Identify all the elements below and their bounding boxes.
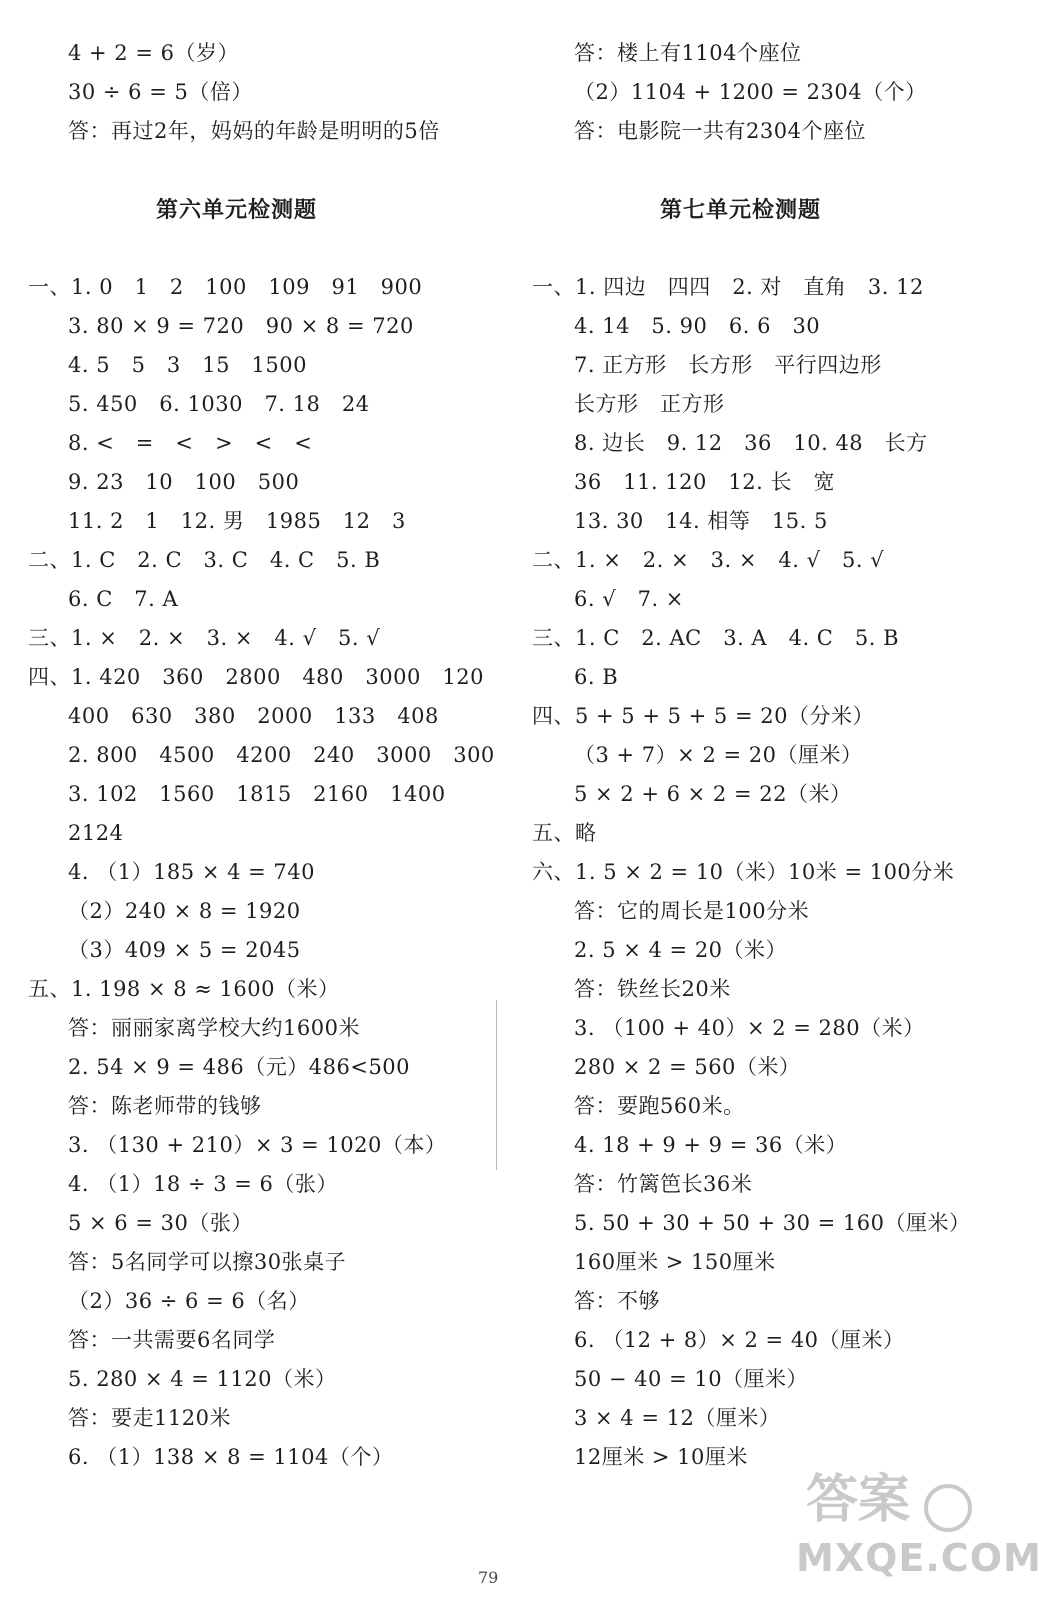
site-watermark-logo <box>796 1470 1042 1590</box>
answer-line: （2）240 × 8 = 1920 <box>68 899 301 923</box>
answer-line: 答：竹篱笆长36米 <box>574 1172 753 1196</box>
answer-line: 2. 54 × 9 = 486（元）486<500 <box>68 1055 411 1079</box>
answer-line: 答：要走1120米 <box>68 1406 231 1430</box>
unit-seven-title: 第七单元检测题 <box>660 198 822 223</box>
answer-line: 280 × 2 = 560（米） <box>574 1055 801 1079</box>
answer-line: 5 × 2 + 6 × 2 = 22（米） <box>574 782 852 806</box>
answer-line: （2）36 ÷ 6 = 6（名） <box>68 1289 310 1313</box>
answer-line: 答：5名同学可以擦30张桌子 <box>68 1250 347 1274</box>
answer-line: 一、1. 四边 四四 2. 对 直角 3. 12 <box>532 275 924 299</box>
answer-line: 4. 18 + 9 + 9 = 36（米） <box>574 1133 848 1157</box>
answer-line: 答：它的周长是100分米 <box>574 899 810 923</box>
answer-line: （3）409 × 5 = 2045 <box>68 938 301 962</box>
answer-line: 6. B <box>574 665 619 689</box>
watermark-bottom-text: MXQE.COM <box>796 1536 1042 1580</box>
answer-line: 50 − 40 = 10（厘米） <box>574 1367 809 1391</box>
answer-line: 答：陈老师带的钱够 <box>68 1094 262 1118</box>
answer-line: 36 11. 120 12. 长 宽 <box>574 470 835 494</box>
answer-line: 160厘米 > 150厘米 <box>574 1250 776 1274</box>
left-top-line: 4 + 2 = 6（岁） <box>68 41 239 65</box>
answer-line: 12厘米 > 10厘米 <box>574 1445 748 1469</box>
answer-line: 5. 280 × 4 = 1120（米） <box>68 1367 337 1391</box>
right-top-line: 答：楼上有1104个座位 <box>574 41 802 65</box>
answer-line: 11. 2 1 12. 男 1985 12 3 <box>68 509 406 533</box>
left-top-line: 30 ÷ 6 = 5（倍） <box>68 80 253 104</box>
answer-line: 6. （1）138 × 8 = 1104（个） <box>68 1445 394 1469</box>
answer-line: 4. （1）18 ÷ 3 = 6（张） <box>68 1172 338 1196</box>
answer-line: 3. （100 + 40）× 2 = 280（米） <box>574 1016 925 1040</box>
answer-line: 一、1. 0 1 2 100 109 91 900 <box>28 275 423 299</box>
left-top-line: 答：再过2年，妈妈的年龄是明明的5倍 <box>68 119 440 143</box>
right-top-line: 答：电影院一共有2304个座位 <box>574 119 866 143</box>
page-number: 79 <box>478 1568 499 1587</box>
answer-line: 8. < = < > < < <box>68 431 313 455</box>
right-top-line: （2）1104 + 1200 = 2304（个） <box>574 80 927 104</box>
column-divider <box>496 1000 497 1170</box>
answer-line: 3. （130 + 210）× 3 = 1020（本） <box>68 1133 447 1157</box>
answer-line: 答：要跑560米。 <box>574 1094 745 1118</box>
answer-line: 答：一共需要6名同学 <box>68 1328 276 1352</box>
answer-line: 3 × 4 = 12（厘米） <box>574 1406 781 1430</box>
answer-line: 7. 正方形 长方形 平行四边形 <box>574 353 882 377</box>
answer-line: 4. 5 5 3 15 1500 <box>68 353 307 377</box>
answer-line: 5. 50 + 30 + 50 + 30 = 160（厘米） <box>574 1211 971 1235</box>
watermark-seal-icon <box>924 1484 972 1532</box>
answer-line: 三、1. × 2. × 3. × 4. √ 5. √ <box>28 626 381 650</box>
answer-line: 答：丽丽家离学校大约1600米 <box>68 1016 360 1040</box>
unit-six-title: 第六单元检测题 <box>156 198 318 223</box>
answer-line: 2124 <box>68 821 124 845</box>
answer-line: （3 + 7）× 2 = 20（厘米） <box>574 743 863 767</box>
answer-line: 6. √ 7. × <box>574 587 684 611</box>
answer-line: 五、1. 198 × 8 ≈ 1600（米） <box>28 977 340 1001</box>
answer-line: 二、1. × 2. × 3. × 4. √ 5. √ <box>532 548 885 572</box>
answer-line: 5 × 6 = 30（张） <box>68 1211 253 1235</box>
answer-line: 五、略 <box>532 821 597 845</box>
answer-line: 5. 450 6. 1030 7. 18 24 <box>68 392 370 416</box>
answer-line: 二、1. C 2. C 3. C 4. C 5. B <box>28 548 381 572</box>
watermark-top-text: 答案 <box>806 1470 911 1530</box>
answer-line: 4. （1）185 × 4 = 740 <box>68 860 315 884</box>
answer-line: 四、1. 420 360 2800 480 3000 120 <box>28 665 484 689</box>
answer-line: 六、1. 5 × 2 = 10（米）10米 = 100分米 <box>532 860 955 884</box>
answer-line: 长方形 正方形 <box>574 392 725 416</box>
answer-line: 答：不够 <box>574 1289 660 1313</box>
answer-line: 3. 102 1560 1815 2160 1400 <box>68 782 446 806</box>
answer-line: 8. 边长 9. 12 36 10. 48 长方 <box>574 431 928 455</box>
answer-line: 三、1. C 2. AC 3. A 4. C 5. B <box>532 626 900 650</box>
answer-line: 答：铁丝长20米 <box>574 977 731 1001</box>
answer-line: 2. 5 × 4 = 20（米） <box>574 938 788 962</box>
answer-line: 9. 23 10 100 500 <box>68 470 300 494</box>
answer-line: 13. 30 14. 相等 15. 5 <box>574 509 828 533</box>
answer-line: 2. 800 4500 4200 240 3000 300 <box>68 743 495 767</box>
answer-line: 6. C 7. A <box>68 587 179 611</box>
answer-line: 四、5 + 5 + 5 + 5 = 20（分米） <box>532 704 874 728</box>
answer-line: 6. （12 + 8）× 2 = 40（厘米） <box>574 1328 905 1352</box>
answer-line: 3. 80 × 9 = 720 90 × 8 = 720 <box>68 314 414 338</box>
answer-line: 400 630 380 2000 133 408 <box>68 704 439 728</box>
answer-line: 4. 14 5. 90 6. 6 30 <box>574 314 821 338</box>
